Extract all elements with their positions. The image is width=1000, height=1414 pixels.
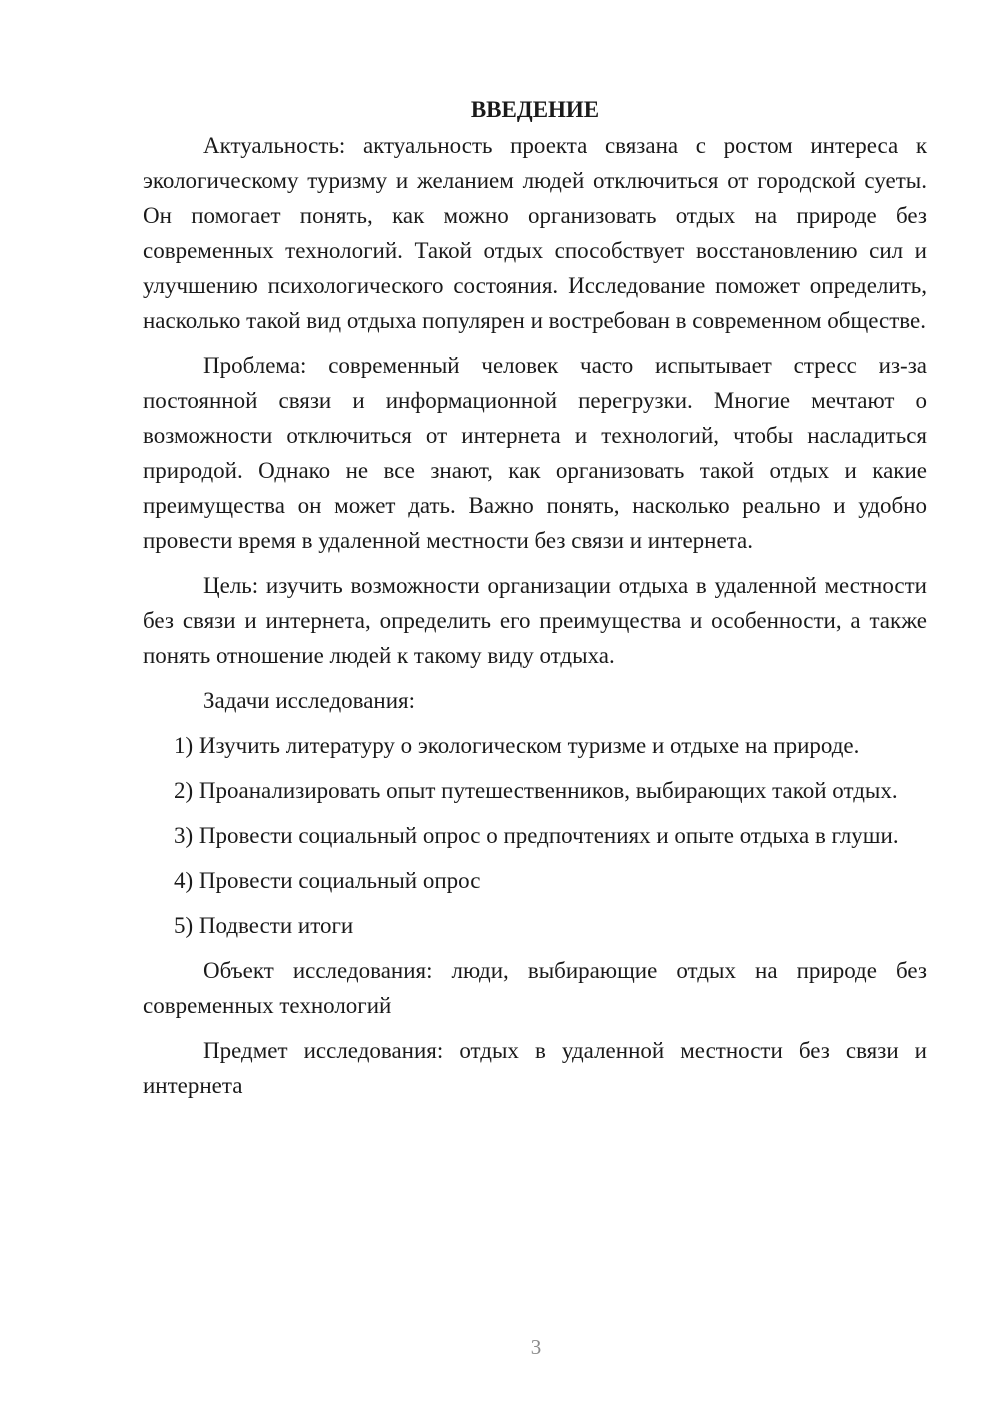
- task-item-2: 2) Проанализировать опыт путешественников, выбирающих такой отдых.: [174, 778, 898, 803]
- task-item-3: 3) Провести социальный опрос о предпочтениях и опыте отдыха в глуши.: [174, 823, 899, 848]
- tasks-heading: Задачи исследования:: [203, 688, 416, 713]
- paragraph-object: Объект исследования: люди, выбирающие отдых на природе без современных технологий: [143, 958, 927, 1018]
- task-item-1: 1) Изучить литературу о экологическом туризме и отдыхе на природе.: [174, 733, 860, 758]
- task-item-4: 4) Провести социальный опрос: [174, 868, 481, 893]
- task-item-5: 5) Подвести итоги: [174, 913, 354, 938]
- paragraph-goal: Цель: изучить возможности организации отдыха в удаленной местности без связи и интернета, определить его преимущества и особенности, а также понять отношение людей к такому виду отдыха.: [143, 573, 927, 668]
- page-content: [143, 92, 927, 1113]
- paragraph-problem: Проблема: современный человек часто испытывает стресс из-за постоянной связи и информационной перегрузки. Многие мечтают о возможности отключиться от интернета и технологий, чтобы насладиться природой. Однако не все знают, как организовать такой отдых и какие преимущества он может дать. Важно понять, насколько реально и удобно провести время в удаленной местности без связи и интернета.: [143, 353, 927, 553]
- section-title: ВВЕДЕНИЕ: [470, 97, 600, 122]
- page-number: 3: [530, 1335, 542, 1359]
- paragraph-subject: Предмет исследования: отдых в удаленной местности без связи и интернета: [143, 1038, 927, 1098]
- paragraph-relevance: Актуальность: актуальность проекта связана с ростом интереса к экологическому туризму и желанием людей отключиться от городской суеты. Он помогает понять, как можно организовать отдых на природе без современных технологий. Такой отдых способствует восстановлению сил и улучшению психологического состояния. Исследование поможет определить, насколько такой вид отдыха популярен и востребован в современном обществе.: [143, 133, 927, 333]
